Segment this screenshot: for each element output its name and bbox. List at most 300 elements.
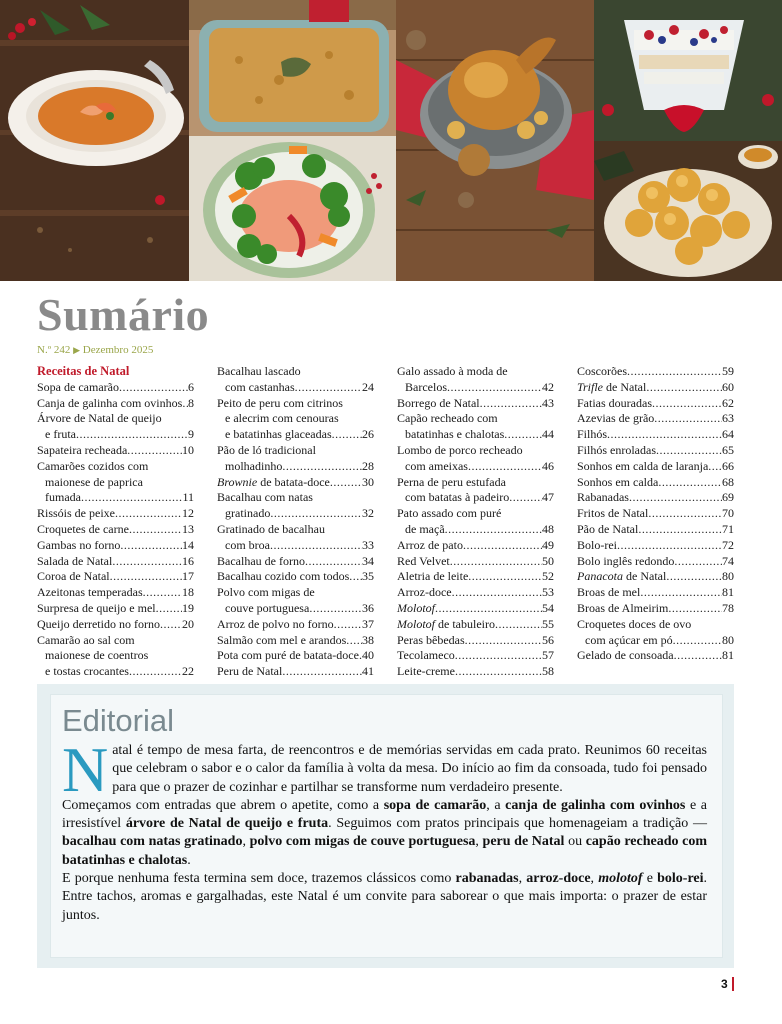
toc-page-number: 44: [542, 427, 554, 442]
toc-entry: [37, 538, 194, 554]
toc-entry: [397, 648, 554, 664]
p3-bold-italic-3: molotof: [598, 871, 643, 887]
toc-leader-dots: [330, 475, 362, 491]
page-title: Sumário: [37, 289, 210, 340]
toc-entry: [397, 364, 554, 396]
toc-leader-dots: [270, 506, 362, 522]
toc-entry-title: Galo assado à moda de: [397, 364, 508, 378]
toc-leader-dots: [110, 569, 182, 585]
toc-leader-dots: [332, 427, 362, 443]
toc-page-number: 22: [182, 664, 194, 679]
toc-entry: [577, 538, 734, 554]
toc-leader-dots: [455, 648, 542, 664]
p2-text: Começamos com entradas que abrem o apetite, como a: [62, 797, 384, 813]
toc-page-number: 33: [362, 537, 374, 552]
toc-entry: [577, 648, 734, 664]
toc-page-number: 16: [182, 553, 194, 568]
p3-text: e: [642, 871, 658, 887]
toc-entry: [217, 490, 374, 522]
toc-page-number: 56: [542, 632, 554, 647]
toc-page-number: 12: [182, 506, 194, 521]
toc-entry: [577, 617, 734, 649]
toc-entry-title: gratinado: [225, 506, 271, 521]
photo-salmon-broccoli: [189, 136, 396, 281]
editorial-body: [62, 734, 708, 925]
toc-entry-title: Pota com puré de batata-doce: [217, 648, 359, 663]
page-number: 3: [721, 977, 734, 991]
toc-entry: [577, 364, 734, 380]
toc-entry-title: de maçã: [405, 521, 445, 536]
toc-entry: [577, 585, 734, 601]
editorial-dropcap: N: [62, 734, 109, 805]
toc-entry-title: Aletria de leite: [397, 569, 469, 584]
toc-entry-title: e alecrim com cenouras: [225, 411, 339, 426]
p3-text: . Entre tachos, aromas e gargalhadas, este Natal é um convite para saborear o que mais importa: o prazer de estar juntos.: [62, 871, 708, 923]
toc-entry: [577, 396, 734, 412]
toc-page-number: 59: [722, 364, 734, 378]
toc-entry-title: Gratinado de bacalhau: [217, 521, 325, 536]
toc-entry-title: Arroz-doce: [397, 585, 452, 600]
toc-leader-dots: [617, 538, 722, 554]
toc-leader-dots: [495, 617, 542, 633]
toc-leader-dots: [160, 617, 182, 633]
toc-entry-title: Molotof: [397, 600, 435, 615]
toc-entry-title: Camarão ao sal com: [37, 632, 135, 647]
toc-entry-title: Salada de Natal: [37, 553, 113, 568]
toc-entry-title: Barcelos: [405, 379, 447, 394]
toc-leader-dots: [668, 601, 722, 617]
toc-leader-dots: [640, 585, 722, 601]
toc-page-number: 50: [542, 553, 554, 568]
toc-entry-title: Pato assado com puré: [397, 506, 502, 521]
toc-entry: [577, 522, 734, 538]
p2-text: . Seguimos com pratos principais que homenageiam a tradição —: [328, 816, 707, 832]
toc-page-number: 71: [722, 521, 734, 536]
toc-entry-title: Pão de Natal: [577, 521, 639, 536]
toc-entry: [37, 569, 194, 585]
toc-page-number: 43: [542, 395, 554, 410]
toc-leader-dots: [666, 569, 722, 585]
toc-leader-dots: [119, 380, 188, 396]
toc-entry-title: e batatinhas glaceadas: [225, 427, 332, 442]
toc-entry-title: Red Velvet: [397, 553, 450, 568]
toc-entry: [217, 522, 374, 554]
toc-page-number: 8: [188, 395, 194, 410]
toc-entry-title: Filhós enroladas: [577, 442, 656, 457]
toc-entry-title: Arroz de pato: [397, 537, 463, 552]
toc-entry-title: Gelado de consoada: [577, 648, 674, 663]
toc-entry: [37, 522, 194, 538]
toc-entry: [397, 538, 554, 554]
toc-leader-dots: [349, 569, 362, 585]
photo-roast-turkey: [396, 0, 594, 281]
toc-entry: [577, 459, 734, 475]
toc-entry-title: Pão de ló tradicional: [217, 442, 316, 457]
toc-leader-dots: [445, 522, 542, 538]
toc-entry: [397, 506, 554, 538]
toc-entry-title: Sonhos em calda de laranja: [577, 458, 709, 473]
toc-page-number: 41: [362, 664, 374, 679]
toc-leader-dots: [305, 554, 362, 570]
toc-entry-title: Queijo derretido no forno: [37, 616, 160, 631]
p2-text: .: [187, 852, 191, 868]
toc-entry-title: maionese de paprica: [45, 474, 143, 489]
toc-column-1: [37, 364, 194, 680]
toc-page-number: 38: [362, 632, 374, 647]
toc-leader-dots: [81, 490, 182, 506]
toc-entry: [217, 617, 374, 633]
toc-entry-title: Brownie de batata-doce: [217, 474, 330, 489]
toc-page-number: 47: [542, 490, 554, 505]
photo-shrimp-soup: [0, 0, 189, 281]
toc-entry-title: Trifle de Natal: [577, 379, 647, 394]
toc-entry-title: Leite-creme: [397, 664, 455, 679]
toc-column-2: [217, 364, 374, 680]
toc-entry-title: Bacalhau lascado: [217, 364, 301, 378]
toc-page-number: 30: [362, 474, 374, 489]
toc-page-number: 70: [722, 506, 734, 521]
toc-entry-title: Azeitonas temperadas: [37, 585, 143, 600]
p2-bold-7: capão recheado com batatinhas e chalotas: [62, 834, 708, 868]
toc-leader-dots: [468, 569, 542, 585]
toc-leader-dots: [143, 585, 182, 601]
toc-entry-title: Polvo com migas de: [217, 585, 315, 600]
toc-entry-title: Sapateira recheada: [37, 442, 128, 457]
toc-page-number: 42: [542, 379, 554, 394]
toc-entry-title: Arroz de polvo no forno: [217, 616, 334, 631]
toc-leader-dots: [282, 664, 362, 680]
toc-entry: [37, 601, 194, 617]
issue-separator-icon: ▶: [73, 345, 81, 355]
toc-leader-dots: [129, 664, 182, 680]
toc-entry-title: Sonhos em calda: [577, 474, 659, 489]
toc-page-number: 64: [722, 427, 734, 442]
toc-leader-dots: [309, 601, 362, 617]
toc-page-number: 48: [542, 521, 554, 536]
toc-column-3: [397, 364, 554, 680]
toc-entry-title: Bolo-rei: [577, 537, 617, 552]
toc-page-number: 65: [722, 442, 734, 457]
toc-entry-title: Azevias de grão: [577, 411, 655, 426]
toc-entry-title: Peras bêbedas: [397, 632, 465, 647]
toc-leader-dots: [112, 554, 182, 570]
toc-page-number: 13: [182, 521, 194, 536]
toc-entry: [217, 475, 374, 491]
editorial-p1-text: atal é tempo de mesa farta, de reencontros e de memórias servidas em cada prato. Reunimos 60 receitas que celebram o sabor e o calor da família à volta da mesa. Do início ao fim da consoada, tudo foi pensado para que o prazer de cozinhar e partilhar se transforme num verdadeiro presente.: [112, 743, 707, 795]
toc-page-number: 36: [362, 600, 374, 615]
toc-entry-title: maionese de coentros: [45, 648, 149, 663]
toc-leader-dots: [282, 459, 362, 475]
p3-bold-2: arroz-doce: [526, 871, 591, 887]
toc-entry: [217, 443, 374, 475]
toc-entry: [37, 380, 194, 396]
p2-bold-2: canja de galinha com ovinhos: [505, 797, 686, 813]
toc-page-number: 10: [182, 442, 194, 457]
toc-entry: [397, 554, 554, 570]
toc-page-number: 28: [362, 458, 374, 473]
toc-entry-title: Bacalhau de forno: [217, 553, 305, 568]
toc-entry-title: Bacalhau cozido com todos: [217, 569, 350, 584]
toc-entry: [37, 633, 194, 680]
photo-trifle: [594, 0, 782, 141]
toc-leader-dots: [654, 411, 722, 427]
p2-text: ,: [475, 834, 483, 850]
toc-entry: [37, 617, 194, 633]
photo-collage: [0, 0, 782, 281]
toc-entry: [577, 411, 734, 427]
toc-leader-dots: [115, 506, 182, 522]
toc-leader-dots: [658, 475, 722, 491]
toc-page-number: 35: [362, 569, 374, 584]
toc-leader-dots: [465, 633, 542, 649]
toc-page-number: 72: [722, 537, 734, 552]
editorial-paragraph-2: [62, 797, 707, 870]
toc-leader-dots: [455, 664, 542, 680]
toc-heading: Receitas de Natal: [37, 364, 130, 378]
toc-entry-title: e fruta: [45, 427, 76, 442]
toc-page-number: 20: [182, 616, 194, 631]
toc-entry-title: Sopa de camarão: [37, 379, 119, 394]
toc-entry: [397, 585, 554, 601]
toc-page-number: 17: [182, 569, 194, 584]
toc-entry: [577, 490, 734, 506]
toc-leader-dots: [120, 538, 182, 554]
toc-entry: [217, 585, 374, 617]
toc-page-number: 37: [362, 616, 374, 631]
toc-page-number: 40: [362, 648, 374, 663]
toc-entry-title: Fatias douradas: [577, 395, 652, 410]
toc-page-number: 6: [188, 379, 194, 394]
toc-entry-title: Surpresa de queijo e mel: [37, 600, 156, 615]
editorial-title: Editorial: [62, 703, 174, 738]
toc-entry-title: Camarões cozidos com: [37, 458, 149, 473]
p2-bold-6: peru de Natal: [482, 834, 565, 850]
toc-entry: [217, 396, 374, 443]
toc-leader-dots: [452, 585, 542, 601]
toc-page-number: 81: [722, 585, 734, 600]
toc-entry-title: Fritos de Natal: [577, 506, 649, 521]
p2-bold-3: árvore de Natal de queijo e fruta: [125, 816, 329, 832]
toc-page-number: 81: [722, 648, 734, 663]
toc-leader-dots: [346, 633, 362, 649]
toc-entry: [217, 554, 374, 570]
toc-leader-dots: [504, 427, 542, 443]
toc-entry: [577, 601, 734, 617]
toc-leader-dots: [509, 490, 542, 506]
toc-leader-dots: [627, 364, 722, 380]
toc-entry-title: Tecolameco: [397, 648, 455, 663]
toc-leader-dots: [656, 443, 722, 459]
toc-leader-dots: [334, 617, 362, 633]
toc-entry-title: com ameixas: [405, 458, 468, 473]
toc-entry: [577, 569, 734, 585]
toc-entry: [397, 443, 554, 475]
toc-leader-dots: [156, 601, 182, 617]
toc-entry: [217, 648, 374, 664]
toc-page-number: 53: [542, 585, 554, 600]
toc-page-number: 63: [722, 411, 734, 426]
toc-leader-dots: [674, 648, 722, 664]
toc-entry-title: com açúcar em pó: [585, 632, 673, 647]
toc-entry: [397, 396, 554, 412]
toc-leader-dots: [607, 427, 722, 443]
toc-entry: [37, 396, 194, 412]
toc-entry-title: batatinhas e chalotas: [405, 427, 505, 442]
toc-leader-dots: [270, 538, 362, 554]
toc-leader-dots: [480, 396, 542, 412]
toc-entry: [397, 569, 554, 585]
toc-leader-dots: [129, 522, 182, 538]
p2-text: e a irresistível: [62, 797, 707, 832]
toc-page-number: 66: [722, 458, 734, 473]
toc-page-number: 34: [362, 553, 374, 568]
toc-page-number: 80: [722, 632, 734, 647]
toc-entry: [37, 459, 194, 506]
toc-entry-title: Broas de Almeirim: [577, 600, 669, 615]
toc-entry: [37, 554, 194, 570]
toc-entry-title: Panacota de Natal: [577, 569, 667, 584]
toc-entry: [397, 617, 554, 633]
toc-page-number: 9: [188, 427, 194, 442]
photo-gratin: [189, 0, 396, 136]
toc-entry: [37, 443, 194, 459]
issue-number: N.º 242: [37, 344, 71, 356]
toc-entry-title: Rissóis de peixe: [37, 506, 115, 521]
toc-page-number: 58: [542, 664, 554, 679]
toc-entry-title: Árvore de Natal de queijo: [37, 411, 162, 426]
toc-entry: [397, 633, 554, 649]
toc-page-number: 11: [182, 490, 194, 505]
p3-text: ,: [518, 871, 527, 887]
toc-entry: [37, 411, 194, 443]
toc-entry-title: Molotof de tabuleiro: [397, 616, 495, 631]
p3-bold-4: bolo-rei: [657, 871, 704, 887]
toc-entry-title: Gambas no forno: [37, 537, 121, 552]
toc-leader-dots: [127, 443, 182, 459]
toc-page-number: 24: [362, 379, 374, 394]
toc-page-number: 52: [542, 569, 554, 584]
toc-entry: [577, 443, 734, 459]
toc-page-number: 74: [722, 553, 734, 568]
toc-page-number: 14: [182, 537, 194, 552]
toc-entry-title: Peito de peru com citrinos: [217, 395, 343, 410]
toc-page-number: 78: [722, 600, 734, 615]
toc-entry-title: Peru de Natal: [217, 664, 283, 679]
toc-entry-title: Bacalhau com natas: [217, 490, 313, 505]
toc-entry-title: Capão recheado com: [397, 411, 498, 426]
p2-bold-4: bacalhau com natas gratinado: [62, 834, 243, 850]
toc-entry: [37, 585, 194, 601]
toc-entry-title: Lombo de porco recheado: [397, 442, 523, 457]
toc-entry-title: Croquetes de carne: [37, 521, 129, 536]
p2-text: ,: [242, 834, 250, 850]
toc-leader-dots: [447, 380, 542, 396]
toc-entry: [37, 506, 194, 522]
toc-entry-title: com broa: [225, 537, 270, 552]
p2-bold-1: sopa de camarão: [383, 797, 487, 813]
p3-text: E porque nenhuma festa termina sem doce, trazemos clássicos como: [62, 871, 456, 887]
p3-bold-1: rabanadas: [455, 871, 519, 887]
toc-page-number: 32: [362, 506, 374, 521]
toc-entry-title: Filhós: [577, 427, 608, 442]
toc-entry: [577, 475, 734, 491]
toc-entry: [217, 664, 374, 680]
issue-date: Dezembro 2025: [82, 344, 154, 356]
toc-leader-dots: [295, 380, 362, 396]
toc-entry-title: molhadinho: [225, 458, 283, 473]
toc-entry: [397, 475, 554, 507]
toc-entry-title: Canja de galinha com ovinhos: [37, 395, 183, 410]
toc-entry: [397, 601, 554, 617]
p2-text: , a: [486, 797, 506, 813]
toc-leader-dots: [450, 554, 542, 570]
toc-entry: [397, 664, 554, 680]
toc-entry-title: Broas de mel: [577, 585, 641, 600]
toc-entry-title: Coroa de Natal: [37, 569, 110, 584]
toc-entry: [577, 380, 734, 396]
p2-text: ou: [564, 834, 586, 850]
toc-page-number: 60: [722, 379, 734, 394]
toc-entry-title: com batatas à padeiro: [405, 490, 510, 505]
toc-leader-dots: [629, 490, 722, 506]
toc-leader-dots: [648, 506, 722, 522]
toc-page-number: 49: [542, 537, 554, 552]
toc-column-4: [577, 364, 734, 664]
p2-bold-5: polvo com migas de couve portuguesa: [249, 834, 476, 850]
toc-page-number: 19: [182, 600, 194, 615]
p3-text: ,: [590, 871, 599, 887]
editorial-paragraph-3: [62, 870, 707, 925]
toc-entry-title: fumada: [45, 490, 81, 505]
toc-entry-title: Bolo inglês redondo: [577, 553, 675, 568]
toc-leader-dots: [638, 522, 722, 538]
toc-entry: [577, 506, 734, 522]
toc-page-number: 68: [722, 474, 734, 489]
toc-entry-title: couve portuguesa: [225, 600, 310, 615]
toc-entry-title: Croquetes doces de ovo: [577, 616, 692, 631]
toc-entry-title: Rabanadas: [577, 490, 629, 505]
toc-leader-dots: [674, 554, 722, 570]
toc-page-number: 18: [182, 585, 194, 600]
toc-entry: [217, 364, 374, 396]
toc-entry-title: Coscorões: [577, 364, 627, 378]
toc-entry: [397, 411, 554, 443]
toc-entry: [577, 554, 734, 570]
toc-page-number: 69: [722, 490, 734, 505]
toc-leader-dots: [463, 538, 542, 554]
toc-leader-dots: [468, 459, 542, 475]
toc-page-number: 46: [542, 458, 554, 473]
toc-leader-dots: [708, 459, 722, 475]
toc-leader-dots: [435, 601, 542, 617]
toc-leader-dots: [673, 633, 722, 649]
toc-page-number: 54: [542, 600, 554, 615]
toc-page-number: 57: [542, 648, 554, 663]
toc-page-number: 80: [722, 569, 734, 584]
toc-entry: [217, 569, 374, 585]
toc-entry-title: Perna de peru estufada: [397, 474, 506, 489]
toc-entry-title: Borrego de Natal: [397, 395, 480, 410]
issue-line: [37, 344, 153, 356]
toc-page-number: 26: [362, 427, 374, 442]
photo-fried-sweets: [594, 141, 782, 281]
toc-leader-dots: [652, 396, 722, 412]
toc-leader-dots: [76, 427, 188, 443]
toc-entry: [217, 633, 374, 649]
toc-leader-dots: [646, 380, 722, 396]
toc-page-number: 62: [722, 395, 734, 410]
toc-entry-title: e tostas crocantes: [45, 664, 129, 679]
